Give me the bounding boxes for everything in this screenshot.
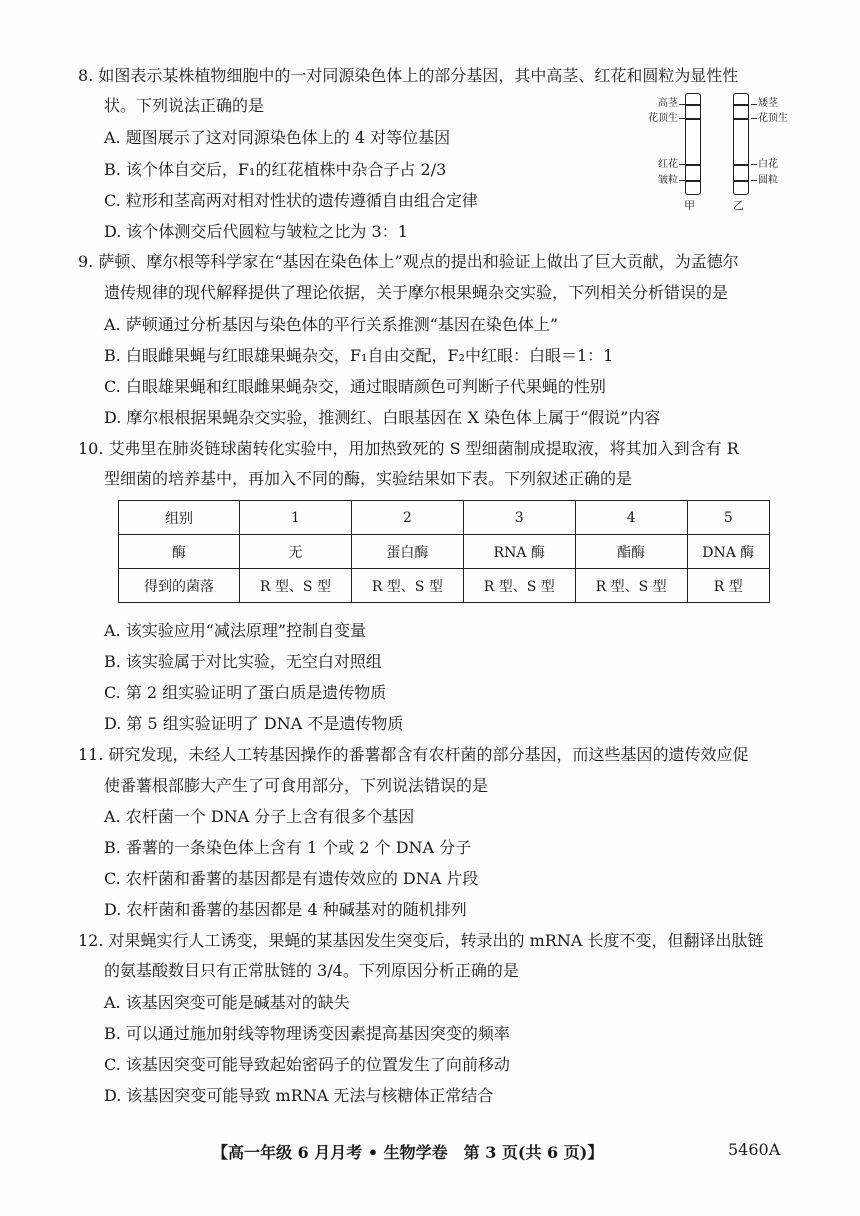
label-white-flower: 白花 — [758, 159, 778, 170]
q8-option-d: D. 该个体测交后代圆粒与皱粒之比为 3：1 — [104, 222, 408, 241]
q9-stem-line2: 遗传规律的现代解释提供了理论依据，关于摩尔根果蝇杂交实验，下列相关分析错误的是 — [104, 283, 729, 302]
q12-stem-line1: 12. 对果蝇实行人工诱变，果蝇的某基因发生突变后，转录出的 mRNA 长度不变，但翻译出肽链 — [78, 931, 764, 950]
q12-option-b: B. 可以通过施加射线等物理诱变因素提高基因突变的频率 — [104, 1024, 510, 1043]
table-cell: R 型、S 型 — [575, 569, 687, 603]
page-footer: 【高一年级 6 月月考 • 生物学卷 第 3 页(共 6 页)】 — [212, 1143, 604, 1162]
q8-stem-line2: 状。下列说法正确的是 — [104, 96, 265, 115]
table-cell: RNA 酶 — [463, 535, 575, 569]
table-cell: 酶 — [119, 535, 240, 569]
q10-option-a: A. 该实验应用“减法原理”控制自变量 — [104, 621, 367, 640]
table-row — [119, 535, 770, 569]
q10-stem-line1: 10. 艾弗里在肺炎链球菌转化实验中，用加热致死的 S 型细菌制成提取液，将其加入到含有 R — [78, 439, 739, 458]
q8-option-a: A. 题图展示了这对同源染色体上的 4 对等位基因 — [104, 128, 451, 147]
q12-stem-line2: 的氨基酸数目只有正常肽链的 3/4。下列原因分析正确的是 — [104, 961, 519, 980]
q9-stem-line1: 9. 萨顿、摩尔根等科学家在“基因在染色体上”观点的提出和验证上做出了巨大贡献，为孟德尔 — [78, 252, 739, 271]
table-cell: R 型、S 型 — [351, 569, 463, 603]
table-cell: R 型、S 型 — [240, 569, 352, 603]
q10-option-b: B. 该实验属于对比实验，无空白对照组 — [104, 652, 382, 671]
q11-option-d: D. 农杆菌和番薯的基因都是 4 种碱基对的随机排列 — [104, 900, 467, 919]
label-wrinkled-seed: 皱粒 — [658, 175, 678, 186]
q10-option-d: D. 第 5 组实验证明了 DNA 不是遗传物质 — [104, 714, 404, 733]
chromosome-left — [685, 93, 701, 195]
table-cell: 3 — [463, 501, 575, 535]
table-cell: DNA 酶 — [687, 535, 769, 569]
table-cell: 5 — [687, 501, 769, 535]
chromosome-right-label: 乙 — [733, 199, 744, 212]
exam-code: 5460A — [728, 1140, 781, 1159]
q12-option-d: D. 该基因突变可能导致 mRNA 无法与核糖体正常结合 — [104, 1086, 494, 1105]
q8-option-b: B. 该个体自交后，F₁的红花植株中杂合子占 2/3 — [104, 160, 447, 179]
label-red-flower: 红花 — [658, 159, 678, 170]
table-cell: 酯酶 — [575, 535, 687, 569]
label-terminal-flower-left: 花顶生 — [648, 113, 678, 124]
q8-option-c: C. 粒形和茎高两对相对性状的遗传遵循自由组合定律 — [104, 191, 478, 210]
q11-option-a: A. 农杆菌一个 DNA 分子上含有很多个基因 — [104, 807, 415, 826]
table-row — [119, 569, 770, 603]
q11-stem-line2: 使番薯根部膨大产生了可食用部分，下列说法错误的是 — [104, 776, 489, 795]
chromosome-figure — [645, 93, 805, 221]
label-round-seed: 圆粒 — [758, 175, 778, 186]
label-terminal-flower-right: 花顶生 — [758, 113, 788, 124]
q10-stem-line2: 型细菌的培养基中，再加入不同的酶，实验结果如下表。下列叙述正确的是 — [104, 469, 633, 488]
table-cell: R 型、S 型 — [463, 569, 575, 603]
q12-option-a: A. 该基因突变可能是碱基对的缺失 — [104, 993, 350, 1012]
table-cell: 4 — [575, 501, 687, 535]
table-cell: R 型 — [687, 569, 769, 603]
q9-option-a: A. 萨顿通过分析基因与染色体的平行关系推测“基因在染色体上” — [104, 315, 559, 334]
chromosome-right — [733, 93, 749, 195]
q11-stem-line1: 11. 研究发现，未经人工转基因操作的番薯都含有农杆菌的部分基因，而这些基因的遗传效应促 — [78, 745, 749, 764]
table-cell: 1 — [240, 501, 352, 535]
table-cell: 组别 — [119, 501, 240, 535]
q10-option-c: C. 第 2 组实验证明了蛋白质是遗传物质 — [104, 683, 387, 702]
table-cell: 2 — [351, 501, 463, 535]
q12-option-c: C. 该基因突变可能导致起始密码子的位置发生了向前移动 — [104, 1055, 510, 1074]
table-cell: 蛋白酶 — [351, 535, 463, 569]
q9-option-d: D. 摩尔根根据果蝇杂交实验，推测红、白眼基因在 X 染色体上属于“假说”内容 — [104, 408, 661, 427]
table-row — [119, 501, 770, 535]
enzyme-result-table — [118, 500, 770, 603]
label-tall-stem: 高茎 — [658, 98, 678, 109]
chromosome-left-label: 甲 — [684, 199, 695, 212]
q9-option-c: C. 白眼雄果蝇和红眼雌果蝇杂交，通过眼睛颜色可判断子代果蝇的性别 — [104, 377, 606, 396]
q11-option-c: C. 农杆菌和番薯的基因都是有遗传效应的 DNA 片段 — [104, 869, 479, 888]
q11-option-b: B. 番薯的一条染色体上含有 1 个或 2 个 DNA 分子 — [104, 838, 472, 857]
table-cell: 无 — [240, 535, 352, 569]
label-short-stem: 矮茎 — [758, 98, 778, 109]
table-cell: 得到的菌落 — [119, 569, 240, 603]
q9-option-b: B. 白眼雌果蝇与红眼雄果蝇杂交，F₁自由交配，F₂中红眼：白眼＝1：1 — [104, 346, 614, 365]
q8-stem-line1: 8. 如图表示某株植物细胞中的一对同源染色体上的部分基因，其中高茎、红花和圆粒为显性性 — [78, 66, 739, 85]
